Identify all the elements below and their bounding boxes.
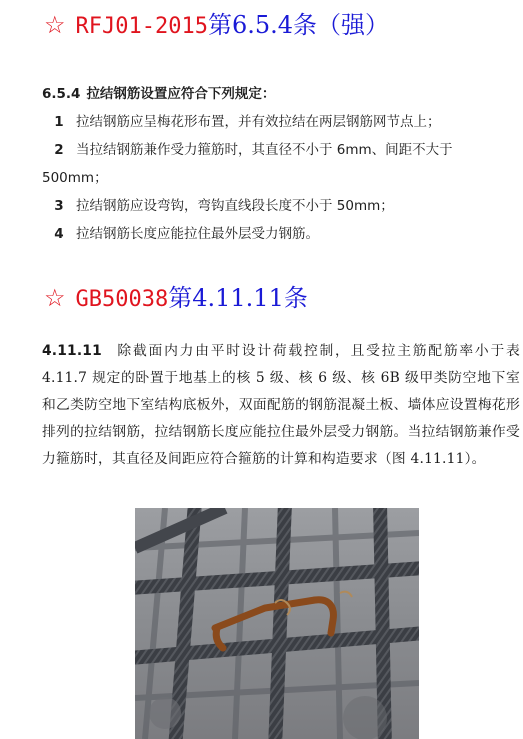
- clause-6-5-4-scan: [42, 80, 520, 248]
- clause-title-text: 拉结钢筋设置应符合下列规定：: [86, 86, 276, 102]
- star-icon: ☆: [44, 284, 66, 312]
- standard-code: GB50038: [75, 287, 169, 312]
- clause-item-3: 3 拉结钢筋应设弯钩，弯钩直线段长度不小于 50mm；: [54, 198, 394, 214]
- clause-heading-gb: [44, 283, 308, 315]
- rebar-photo-graphic: [135, 508, 419, 739]
- star-icon: ☆: [44, 11, 66, 39]
- clause-4-11-11: [42, 338, 520, 473]
- clause-item-4: 4 拉结钢筋长度应能拉住最外层受力钢筋。: [54, 226, 319, 242]
- clause-item-1: 1 拉结钢筋应呈梅花形布置，并有效拉结在两层钢筋网节点上；: [54, 114, 441, 130]
- clause-number: 第4.11.11条: [168, 284, 308, 312]
- clause-body: 除截面内力由平时设计荷载控制，且受拉主筋配筋率小于表 4.11.7 规定的卧置于地基上的核 5 级、核 6 级、核 6B 级甲类防空地下室和乙类防空地下室结构底板外，双面配筋的钢筋混凝土板、墙体应设置梅花形排列的拉结钢筋，拉结钢筋长度应能拉住最外层受力钢筋。当拉结钢筋兼作受力箍筋时，其直径及间距应符合箍筋的计算和构造要求（图 4.11.11）。: [42, 343, 520, 467]
- clause-item-2: 2 当拉结钢筋兼作受力箍筋时，其直径不小于 6mm、间距不大于 500mm；: [42, 142, 453, 186]
- standard-code: RFJ01-2015: [75, 14, 208, 39]
- clause-heading-rfj: [44, 10, 389, 42]
- clause-number: 第6.5.4条（强）: [207, 11, 390, 39]
- clause-number: 4.11.11: [42, 343, 102, 359]
- clause-number: 6.5.4: [42, 86, 81, 102]
- clause-title: [42, 80, 520, 108]
- rebar-tie-photo: [135, 508, 419, 739]
